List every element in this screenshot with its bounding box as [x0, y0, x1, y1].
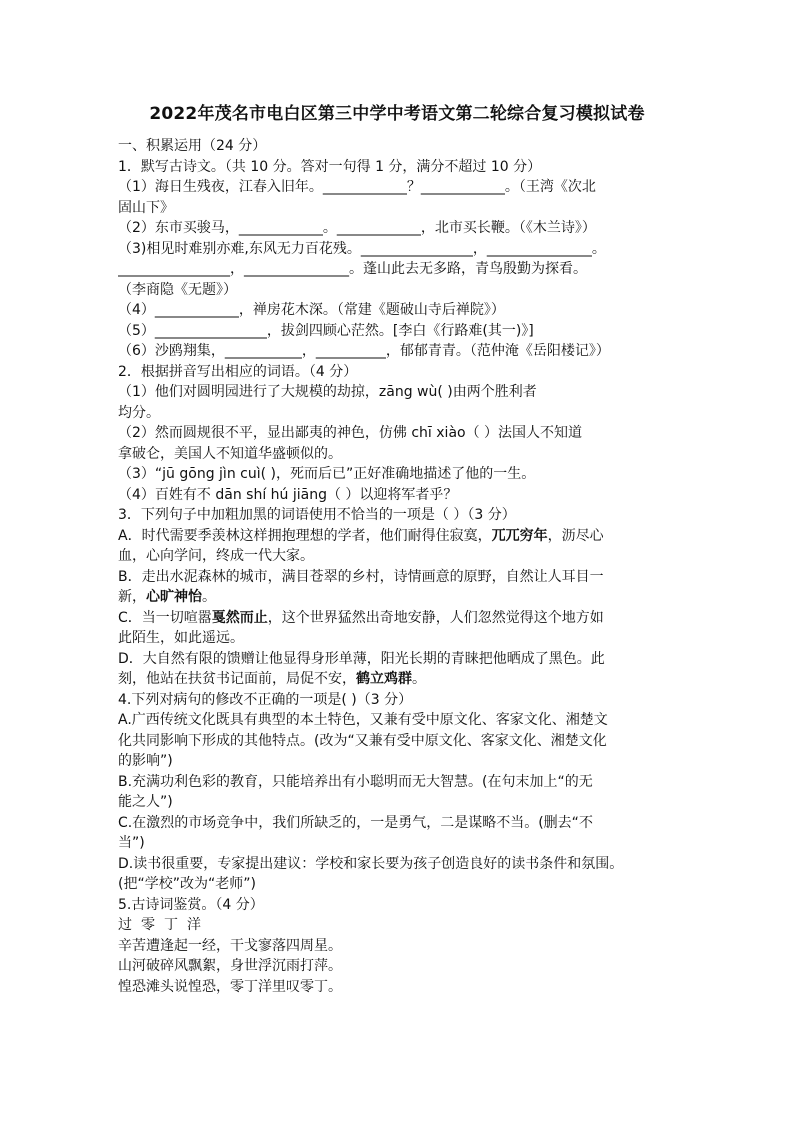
line-text: ________________，_______________。蓬山此去无多路，青鸟殷勤为探看。: [118, 261, 587, 277]
text-line: [118, 505, 683, 526]
text-line: [118, 854, 683, 875]
line-text: 过零丁洋: [118, 917, 210, 933]
line-text: 刻，他站在扶贫书记面前，局促不安，: [118, 671, 356, 687]
line-text: 能之人”): [118, 794, 173, 810]
line-text: 1．默写古诗文。（共 10 分。答对一句得 1 分，满分不超过 10 分）: [118, 158, 542, 175]
text-line: [118, 546, 683, 567]
line-text: D.读书很重要，专家提出建议：学校和家长要为孩子创造良好的读书条件和氛围。: [118, 855, 624, 872]
line-text: （李商隐《无题》）: [118, 281, 237, 298]
text-line: [118, 218, 683, 239]
text-line: [118, 772, 683, 793]
line-text: （1）他们对圆明园进行了大规模的劫掠，zāng wù( )由两个胜利者: [118, 384, 537, 400]
line-text: 拿破仑，美国人不知道华盛顿似的。: [118, 445, 342, 462]
text-line: [118, 382, 683, 403]
page-title: 2022年茂名市电白区第三中学中考语文第二轮综合复习模拟试卷: [149, 104, 645, 124]
line-text: 5.古诗词鉴赏。（4 分）: [118, 896, 264, 913]
line-text: C．当一切喧嚣: [118, 609, 212, 626]
line-text: A.广西传统文化既具有典型的本土特色，又兼有受中原文化、客家文化、湘楚文: [118, 712, 608, 728]
text-line: [118, 710, 683, 731]
text-line: [118, 956, 683, 977]
line-text: 。: [412, 671, 426, 687]
text-line: [118, 895, 683, 916]
line-text: 此陌生，如此遥远。: [118, 630, 244, 646]
text-line: [118, 649, 683, 670]
text-line: [118, 485, 683, 506]
line-text: （3）“jū gōng jìn cuì( )，死而后已”正好准确地描述了他的一生。: [118, 466, 536, 482]
line-text: 4.下列对病句的修改不正确的一项是( )（3 分）: [118, 691, 413, 708]
text-line: [118, 915, 683, 936]
text-line: [118, 874, 683, 895]
text-line: [118, 177, 683, 198]
line-text: 血，心向学问，终成一代大家。: [118, 548, 314, 564]
line-text: （6）沙鸥翔集，___________，__________，郁郁青青。（范仲淹《岳阳楼记》）: [118, 343, 610, 359]
text-line: [118, 423, 683, 444]
text-line: [118, 731, 683, 752]
line-text: 2．根据拼音写出相应的词语。（4 分）: [118, 363, 358, 380]
line-text: （3)相见时难别亦难,东风无力百花残。________________，_______________。: [118, 240, 606, 257]
exam-body: [118, 136, 683, 997]
line-text: 山河破碎风飘絮，身世浮沉雨打萍。: [118, 958, 342, 974]
line-text: 当”): [118, 835, 145, 851]
bold-term: 兀兀穷年: [491, 527, 548, 544]
line-text: （5）________________，拔剑四顾心茫然。[李白《行路难(其一)》]: [118, 322, 534, 339]
text-line: [118, 628, 683, 649]
text-line: [118, 977, 683, 998]
text-line: [118, 403, 683, 424]
text-line: [118, 587, 683, 608]
text-line: [118, 444, 683, 465]
line-text: （4）百姓有不 dān shí hú jiāng（ ）以迎将军者乎？: [118, 486, 458, 503]
line-text: 一、积累运用（24 分）: [118, 138, 267, 154]
text-line: [118, 690, 683, 711]
line-text: 3．下列句子中加粗加黑的词语使用不恰当的一项是（ ）（3 分）: [118, 507, 516, 523]
line-text: 的影响”): [118, 753, 173, 769]
text-line: [118, 669, 683, 690]
text-line: [118, 526, 683, 547]
text-line: [118, 280, 683, 301]
text-line: [118, 608, 683, 629]
line-text: 新，: [118, 589, 146, 605]
line-text: ，沥尽心: [547, 527, 604, 544]
text-line: [118, 792, 683, 813]
text-line: [118, 833, 683, 854]
text-line: [118, 813, 683, 834]
line-text: B．走出水泥森林的城市，满目苍翠的乡村，诗情画意的原野，自然让人耳目一: [118, 568, 604, 585]
text-line: [118, 936, 683, 957]
text-line: [118, 136, 683, 157]
line-text: 均分。: [118, 404, 160, 421]
line-text: 固山下》: [118, 199, 174, 216]
text-line: [118, 567, 683, 588]
bold-term: 戛然而止: [211, 609, 268, 626]
text-line: [118, 239, 683, 260]
text-line: [118, 157, 683, 178]
line-text: B.充满功利色彩的教育，只能培养出有小聪明而无大智慧。(在句末加上“的无: [118, 773, 593, 790]
line-text: （2）东市买骏马，____________。____________，北市买长鞭。（《木兰诗》）: [118, 220, 596, 236]
line-text: A．时代需要季羡林这样拥抱理想的学者，他们耐得住寂寞，: [118, 527, 492, 544]
text-line: [118, 341, 683, 362]
text-line: [118, 751, 683, 772]
bold-term: 心旷神怡: [146, 589, 202, 605]
text-line: [118, 198, 683, 219]
line-text: ，这个世界猛然出奇地安静，人们忽然觉得这个地方如: [267, 609, 604, 626]
line-text: D．大自然有限的馈赠让他显得身形单薄，阳光长期的青睐把他晒成了黑色。此: [118, 650, 605, 667]
line-text: （2）然而圆规很不平，显出鄙夷的神色，仿佛 chī xiào（ ）法国人不知道: [118, 425, 583, 441]
bold-term: 鹤立鸡群: [356, 671, 412, 687]
text-line: [118, 259, 683, 280]
line-text: 化共同影响下形成的其他特点。(改为“又兼有受中原文化、客家文化、湘楚文化: [118, 732, 607, 749]
line-text: C.在激烈的市场竞争中，我们所缺乏的，一是勇气，二是谋略不当。(删去“不: [118, 814, 593, 831]
text-line: [118, 362, 683, 383]
text-line: [118, 300, 683, 321]
line-text: 。: [202, 589, 216, 605]
line-text: （4）____________，禅房花木深。（常建《题破山寺后禅院》）: [118, 302, 505, 318]
line-text: (把“学校”改为“老师”): [118, 876, 256, 892]
line-text: 惶恐滩头说惶恐，零丁洋里叹零丁。: [118, 978, 342, 995]
text-line: [118, 321, 683, 342]
text-line: [118, 464, 683, 485]
line-text: 辛苦遭逢起一经，干戈寥落四周星。: [118, 937, 342, 954]
line-text: （1）海日生残夜，江春入旧年。____________？____________。（王湾《次北: [118, 179, 596, 195]
